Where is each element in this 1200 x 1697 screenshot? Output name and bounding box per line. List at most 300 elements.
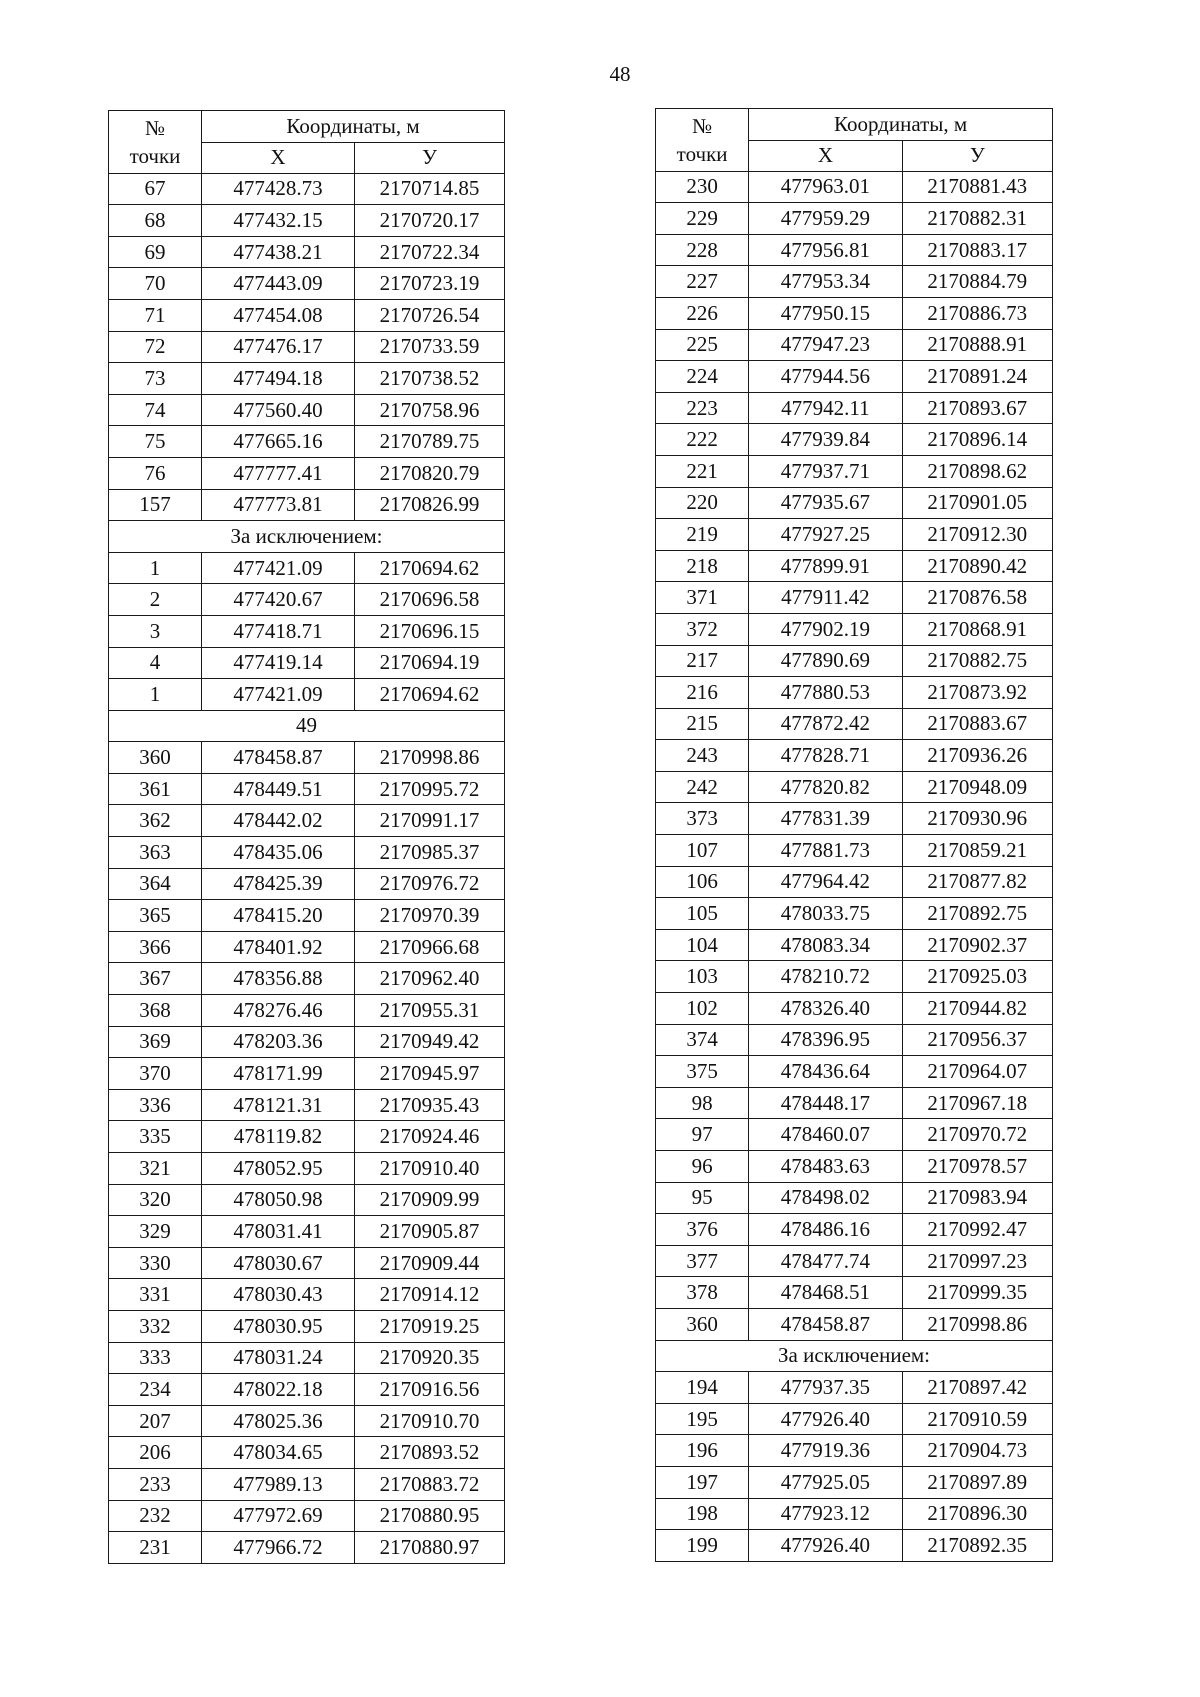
table-row — [109, 900, 505, 932]
point-number-cell: 365 — [109, 900, 202, 932]
y-coordinate-cell: 2170733.59 — [355, 331, 505, 363]
point-number-cell: 207 — [109, 1405, 202, 1437]
x-coordinate-cell: 478498.02 — [749, 1182, 902, 1214]
table-row — [109, 489, 505, 521]
table-row — [109, 299, 505, 331]
point-number-cell: 70 — [109, 268, 202, 300]
y-coordinate-cell: 2170694.19 — [355, 647, 505, 679]
x-coordinate-cell: 478401.92 — [202, 931, 355, 963]
y-coordinate-cell: 2170890.42 — [902, 550, 1052, 582]
x-coordinate-cell: 478033.75 — [749, 898, 902, 930]
x-coordinate-cell: 478458.87 — [202, 742, 355, 774]
point-number-cell: 195 — [656, 1403, 749, 1435]
table-row — [109, 1374, 505, 1406]
x-coordinate-cell: 478210.72 — [749, 961, 902, 993]
point-number-cell: 242 — [656, 771, 749, 803]
coordinates-header: Координаты, м — [202, 111, 505, 143]
point-number-cell: 95 — [656, 1182, 749, 1214]
point-number-cell: 226 — [656, 297, 749, 329]
table-row — [109, 331, 505, 363]
table-row — [656, 1372, 1053, 1404]
x-coordinate-cell: 478050.98 — [202, 1184, 355, 1216]
table-row — [109, 615, 505, 647]
point-number-cell: 230 — [656, 171, 749, 203]
point-number-cell: 75 — [109, 426, 202, 458]
table-row — [109, 394, 505, 426]
x-coordinate-cell: 477831.39 — [749, 803, 902, 835]
y-coordinate-cell: 2170919.25 — [355, 1310, 505, 1342]
point-number-cell: 106 — [656, 866, 749, 898]
table-row — [109, 268, 505, 300]
point-number-cell: 157 — [109, 489, 202, 521]
y-column-header: У — [902, 140, 1052, 171]
point-number-cell: 73 — [109, 363, 202, 395]
y-coordinate-cell: 2170882.75 — [902, 645, 1052, 677]
y-coordinate-cell: 2170868.91 — [902, 613, 1052, 645]
table-row — [109, 1468, 505, 1500]
y-coordinate-cell: 2170904.73 — [902, 1435, 1052, 1467]
x-coordinate-cell: 477443.09 — [202, 268, 355, 300]
table-row — [656, 266, 1053, 298]
table-row — [109, 1026, 505, 1058]
y-coordinate-cell: 2170964.07 — [902, 1056, 1052, 1088]
y-coordinate-cell: 2170909.44 — [355, 1247, 505, 1279]
x-column-header: Х — [749, 140, 902, 171]
y-coordinate-cell: 2170997.23 — [902, 1245, 1052, 1277]
x-coordinate-cell: 477972.69 — [202, 1500, 355, 1532]
table-row — [656, 1498, 1053, 1530]
y-coordinate-cell: 2170826.99 — [355, 489, 505, 521]
x-coordinate-cell: 477926.40 — [749, 1530, 902, 1562]
point-number-cell: 366 — [109, 931, 202, 963]
point-number-cell: 231 — [109, 1532, 202, 1564]
x-coordinate-cell: 478025.36 — [202, 1405, 355, 1437]
point-number-cell: 3 — [109, 615, 202, 647]
y-coordinate-cell: 2170883.67 — [902, 708, 1052, 740]
x-coordinate-cell: 477494.18 — [202, 363, 355, 395]
table-row — [656, 1435, 1053, 1467]
point-number-cell: 97 — [656, 1119, 749, 1151]
table-row — [656, 1087, 1053, 1119]
y-coordinate-cell: 2170920.35 — [355, 1342, 505, 1374]
x-coordinate-cell: 478396.95 — [749, 1024, 902, 1056]
table-row — [109, 1153, 505, 1185]
x-coordinate-cell: 478119.82 — [202, 1121, 355, 1153]
section-label: За исключением: — [656, 1340, 1053, 1372]
x-coordinate-cell: 477902.19 — [749, 613, 902, 645]
y-coordinate-cell: 2170935.43 — [355, 1089, 505, 1121]
point-number-cell: 197 — [656, 1466, 749, 1498]
x-coordinate-cell: 477421.09 — [202, 679, 355, 711]
x-coordinate-cell: 478449.51 — [202, 773, 355, 805]
table-row — [109, 773, 505, 805]
section-label: За исключением: — [109, 521, 505, 553]
table-row — [656, 961, 1053, 993]
table-row — [656, 519, 1053, 551]
point-number-cell: 362 — [109, 805, 202, 837]
table-row — [109, 1437, 505, 1469]
table-row — [656, 171, 1053, 203]
x-coordinate-cell: 478034.65 — [202, 1437, 355, 1469]
point-number-cell: 234 — [109, 1374, 202, 1406]
y-coordinate-cell: 2170694.62 — [355, 679, 505, 711]
x-coordinate-cell: 478030.95 — [202, 1310, 355, 1342]
y-coordinate-cell: 2170924.46 — [355, 1121, 505, 1153]
x-coordinate-cell: 477959.29 — [749, 203, 902, 235]
x-coordinate-cell: 478052.95 — [202, 1153, 355, 1185]
x-coordinate-cell: 477937.71 — [749, 455, 902, 487]
section-row — [109, 521, 505, 553]
table-row — [656, 835, 1053, 867]
point-number-cell: 225 — [656, 329, 749, 361]
y-coordinate-cell: 2170859.21 — [902, 835, 1052, 867]
table-row — [656, 297, 1053, 329]
x-coordinate-cell: 477560.40 — [202, 394, 355, 426]
table-row — [109, 1500, 505, 1532]
y-coordinate-cell: 2170925.03 — [902, 961, 1052, 993]
table-row — [656, 708, 1053, 740]
x-coordinate-cell: 477828.71 — [749, 740, 902, 772]
y-coordinate-cell: 2170696.15 — [355, 615, 505, 647]
table-row — [109, 679, 505, 711]
point-number-cell: 331 — [109, 1279, 202, 1311]
table-row — [109, 1184, 505, 1216]
y-coordinate-cell: 2170998.86 — [355, 742, 505, 774]
x-coordinate-cell: 478030.43 — [202, 1279, 355, 1311]
table-row — [109, 1279, 505, 1311]
x-coordinate-cell: 478031.41 — [202, 1216, 355, 1248]
y-coordinate-cell: 2170880.97 — [355, 1532, 505, 1564]
x-coordinate-cell: 478022.18 — [202, 1374, 355, 1406]
y-coordinate-cell: 2170893.67 — [902, 392, 1052, 424]
x-coordinate-cell: 477476.17 — [202, 331, 355, 363]
table-row — [656, 1214, 1053, 1246]
point-number-cell: 196 — [656, 1435, 749, 1467]
point-number-cell: 215 — [656, 708, 749, 740]
y-coordinate-cell: 2170985.37 — [355, 837, 505, 869]
point-number-cell: 360 — [656, 1308, 749, 1340]
point-number-cell: 371 — [656, 582, 749, 614]
y-coordinate-cell: 2170976.72 — [355, 868, 505, 900]
y-coordinate-cell: 2170936.26 — [902, 740, 1052, 772]
table-row — [109, 1058, 505, 1090]
table-row — [656, 1182, 1053, 1214]
x-coordinate-cell: 478468.51 — [749, 1277, 902, 1309]
table-row — [656, 929, 1053, 961]
point-number-cell: 68 — [109, 205, 202, 237]
table-row — [109, 457, 505, 489]
point-number-cell: 1 — [109, 552, 202, 584]
point-number-cell: 74 — [109, 394, 202, 426]
x-coordinate-cell: 477432.15 — [202, 205, 355, 237]
table-row — [656, 550, 1053, 582]
x-coordinate-cell: 478121.31 — [202, 1089, 355, 1121]
x-coordinate-cell: 477950.15 — [749, 297, 902, 329]
section-row — [656, 1340, 1053, 1372]
point-number-cell: 233 — [109, 1468, 202, 1500]
x-coordinate-cell: 478171.99 — [202, 1058, 355, 1090]
point-number-cell: 370 — [109, 1058, 202, 1090]
x-coordinate-cell: 477947.23 — [749, 329, 902, 361]
table-row — [109, 647, 505, 679]
table-row — [656, 392, 1053, 424]
y-coordinate-cell: 2170970.39 — [355, 900, 505, 932]
table-row — [109, 1216, 505, 1248]
table-row — [109, 1310, 505, 1342]
y-coordinate-cell: 2170909.99 — [355, 1184, 505, 1216]
point-number-cell: 105 — [656, 898, 749, 930]
point-number-cell: 69 — [109, 236, 202, 268]
y-coordinate-cell: 2170905.87 — [355, 1216, 505, 1248]
x-coordinate-cell: 478460.07 — [749, 1119, 902, 1151]
point-number-cell: 71 — [109, 299, 202, 331]
y-coordinate-cell: 2170883.72 — [355, 1468, 505, 1500]
y-coordinate-cell: 2170886.73 — [902, 297, 1052, 329]
y-coordinate-cell: 2170897.89 — [902, 1466, 1052, 1498]
coordinates-table-left — [108, 110, 505, 1564]
x-coordinate-cell: 477820.82 — [749, 771, 902, 803]
table-row — [109, 363, 505, 395]
number-sign-label: № — [144, 115, 166, 140]
y-coordinate-cell: 2170720.17 — [355, 205, 505, 237]
page-number: 48 — [609, 62, 631, 86]
y-coordinate-cell: 2170696.58 — [355, 584, 505, 616]
point-number-cell: 229 — [656, 203, 749, 235]
y-coordinate-cell: 2170820.79 — [355, 457, 505, 489]
y-coordinate-cell: 2170758.96 — [355, 394, 505, 426]
table-row — [656, 803, 1053, 835]
table-row — [656, 361, 1053, 393]
y-coordinate-cell: 2170877.82 — [902, 866, 1052, 898]
x-coordinate-cell: 478486.16 — [749, 1214, 902, 1246]
x-coordinate-cell: 478030.67 — [202, 1247, 355, 1279]
table-row — [109, 1247, 505, 1279]
x-coordinate-cell: 477421.09 — [202, 552, 355, 584]
y-coordinate-cell: 2170694.62 — [355, 552, 505, 584]
table-row — [109, 1532, 505, 1564]
y-coordinate-cell: 2170983.94 — [902, 1182, 1052, 1214]
x-coordinate-cell: 477919.36 — [749, 1435, 902, 1467]
table-row — [656, 898, 1053, 930]
section-label: 49 — [109, 710, 505, 742]
y-coordinate-cell: 2170978.57 — [902, 1151, 1052, 1183]
point-number-header — [109, 111, 202, 174]
y-coordinate-cell: 2170898.62 — [902, 455, 1052, 487]
point-number-cell: 373 — [656, 803, 749, 835]
y-coordinate-cell: 2170944.82 — [902, 993, 1052, 1025]
point-label: точки — [676, 141, 728, 166]
y-coordinate-cell: 2170892.35 — [902, 1530, 1052, 1562]
x-coordinate-cell: 477665.16 — [202, 426, 355, 458]
x-coordinate-cell: 477942.11 — [749, 392, 902, 424]
y-coordinate-cell: 2170882.31 — [902, 203, 1052, 235]
x-coordinate-cell: 477963.01 — [749, 171, 902, 203]
table-row — [656, 1308, 1053, 1340]
point-number-cell: 376 — [656, 1214, 749, 1246]
x-coordinate-cell: 478083.34 — [749, 929, 902, 961]
point-number-cell: 332 — [109, 1310, 202, 1342]
table-row — [656, 1119, 1053, 1151]
point-number-header — [656, 109, 749, 172]
x-coordinate-cell: 477935.67 — [749, 487, 902, 519]
y-coordinate-cell: 2170901.05 — [902, 487, 1052, 519]
point-number-cell: 320 — [109, 1184, 202, 1216]
table-row — [656, 455, 1053, 487]
coordinates-header: Координаты, м — [749, 109, 1053, 141]
table-row — [656, 1024, 1053, 1056]
y-coordinate-cell: 2170891.24 — [902, 361, 1052, 393]
x-coordinate-cell: 477773.81 — [202, 489, 355, 521]
y-coordinate-cell: 2170916.56 — [355, 1374, 505, 1406]
y-coordinate-cell: 2170910.59 — [902, 1403, 1052, 1435]
y-coordinate-cell: 2170881.43 — [902, 171, 1052, 203]
y-coordinate-cell: 2170966.68 — [355, 931, 505, 963]
y-coordinate-cell: 2170967.18 — [902, 1087, 1052, 1119]
point-number-cell: 222 — [656, 424, 749, 456]
y-coordinate-cell: 2170880.95 — [355, 1500, 505, 1532]
table-row — [656, 771, 1053, 803]
number-sign-label: № — [692, 113, 713, 138]
x-coordinate-cell: 478436.64 — [749, 1056, 902, 1088]
table-row — [109, 1342, 505, 1374]
y-coordinate-cell: 2170723.19 — [355, 268, 505, 300]
coordinates-table-right — [655, 108, 1053, 1562]
point-number-cell: 228 — [656, 234, 749, 266]
y-coordinate-cell: 2170992.47 — [902, 1214, 1052, 1246]
x-coordinate-cell: 478276.46 — [202, 995, 355, 1027]
table-row — [656, 993, 1053, 1025]
y-coordinate-cell: 2170883.17 — [902, 234, 1052, 266]
point-number-cell: 232 — [109, 1500, 202, 1532]
table-row — [109, 173, 505, 205]
y-coordinate-cell: 2170789.75 — [355, 426, 505, 458]
table-row — [656, 677, 1053, 709]
table-row — [109, 584, 505, 616]
point-number-cell: 198 — [656, 1498, 749, 1530]
x-coordinate-cell: 477777.41 — [202, 457, 355, 489]
x-coordinate-cell: 477420.67 — [202, 584, 355, 616]
point-number-cell: 104 — [656, 929, 749, 961]
x-coordinate-cell: 477926.40 — [749, 1403, 902, 1435]
point-number-cell: 224 — [656, 361, 749, 393]
x-coordinate-cell: 478326.40 — [749, 993, 902, 1025]
point-number-cell: 374 — [656, 1024, 749, 1056]
x-coordinate-cell: 477881.73 — [749, 835, 902, 867]
table-row — [656, 1530, 1053, 1562]
x-coordinate-cell: 477872.42 — [749, 708, 902, 740]
y-coordinate-cell: 2170892.75 — [902, 898, 1052, 930]
table-row — [656, 645, 1053, 677]
table-row — [109, 805, 505, 837]
x-coordinate-cell: 478442.02 — [202, 805, 355, 837]
table-row — [109, 837, 505, 869]
table-row — [656, 1056, 1053, 1088]
table-row — [656, 1277, 1053, 1309]
point-number-cell: 372 — [656, 613, 749, 645]
point-number-cell: 76 — [109, 457, 202, 489]
x-coordinate-cell: 478415.20 — [202, 900, 355, 932]
point-number-cell: 227 — [656, 266, 749, 298]
x-coordinate-cell: 477438.21 — [202, 236, 355, 268]
table-row — [656, 740, 1053, 772]
point-number-cell: 98 — [656, 1087, 749, 1119]
table-row — [656, 1466, 1053, 1498]
y-coordinate-cell: 2170999.35 — [902, 1277, 1052, 1309]
x-coordinate-cell: 477956.81 — [749, 234, 902, 266]
y-coordinate-cell: 2170722.34 — [355, 236, 505, 268]
point-number-cell: 2 — [109, 584, 202, 616]
section-row — [109, 710, 505, 742]
x-coordinate-cell: 478435.06 — [202, 837, 355, 869]
y-coordinate-cell: 2170873.92 — [902, 677, 1052, 709]
point-number-cell: 4 — [109, 647, 202, 679]
point-number-cell: 368 — [109, 995, 202, 1027]
y-coordinate-cell: 2170945.97 — [355, 1058, 505, 1090]
table-row — [656, 613, 1053, 645]
x-coordinate-cell: 478425.39 — [202, 868, 355, 900]
point-number-cell: 377 — [656, 1245, 749, 1277]
x-coordinate-cell: 477937.35 — [749, 1372, 902, 1404]
x-coordinate-cell: 477911.42 — [749, 582, 902, 614]
point-number-cell: 217 — [656, 645, 749, 677]
x-coordinate-cell: 477890.69 — [749, 645, 902, 677]
point-number-cell: 364 — [109, 868, 202, 900]
x-coordinate-cell: 478031.24 — [202, 1342, 355, 1374]
table-row — [656, 234, 1053, 266]
point-number-cell: 321 — [109, 1153, 202, 1185]
x-coordinate-cell: 477899.91 — [749, 550, 902, 582]
point-label: точки — [129, 143, 181, 168]
table-row — [109, 236, 505, 268]
x-coordinate-cell: 478477.74 — [749, 1245, 902, 1277]
point-number-cell: 375 — [656, 1056, 749, 1088]
point-number-cell: 333 — [109, 1342, 202, 1374]
table-row — [109, 205, 505, 237]
x-coordinate-cell: 478448.17 — [749, 1087, 902, 1119]
point-number-cell: 330 — [109, 1247, 202, 1279]
x-coordinate-cell: 477880.53 — [749, 677, 902, 709]
point-number-cell: 1 — [109, 679, 202, 711]
point-number-cell: 67 — [109, 173, 202, 205]
y-coordinate-cell: 2170962.40 — [355, 963, 505, 995]
y-coordinate-cell: 2170888.91 — [902, 329, 1052, 361]
x-coordinate-cell: 477419.14 — [202, 647, 355, 679]
x-coordinate-cell: 477944.56 — [749, 361, 902, 393]
table-row — [656, 487, 1053, 519]
x-coordinate-cell: 477989.13 — [202, 1468, 355, 1500]
x-coordinate-cell: 478483.63 — [749, 1151, 902, 1183]
point-number-cell: 336 — [109, 1089, 202, 1121]
table-row — [109, 931, 505, 963]
y-column-header: У — [355, 142, 505, 173]
y-coordinate-cell: 2170914.12 — [355, 1279, 505, 1311]
point-number-cell: 194 — [656, 1372, 749, 1404]
point-number-cell: 199 — [656, 1530, 749, 1562]
table-row — [656, 424, 1053, 456]
table-row — [656, 329, 1053, 361]
point-number-cell: 221 — [656, 455, 749, 487]
point-number-cell: 218 — [656, 550, 749, 582]
x-coordinate-cell: 477939.84 — [749, 424, 902, 456]
point-number-cell: 329 — [109, 1216, 202, 1248]
point-number-cell: 206 — [109, 1437, 202, 1469]
y-coordinate-cell: 2170876.58 — [902, 582, 1052, 614]
point-number-cell: 96 — [656, 1151, 749, 1183]
y-coordinate-cell: 2170884.79 — [902, 266, 1052, 298]
x-coordinate-cell: 477925.05 — [749, 1466, 902, 1498]
y-coordinate-cell: 2170896.14 — [902, 424, 1052, 456]
y-coordinate-cell: 2170912.30 — [902, 519, 1052, 551]
